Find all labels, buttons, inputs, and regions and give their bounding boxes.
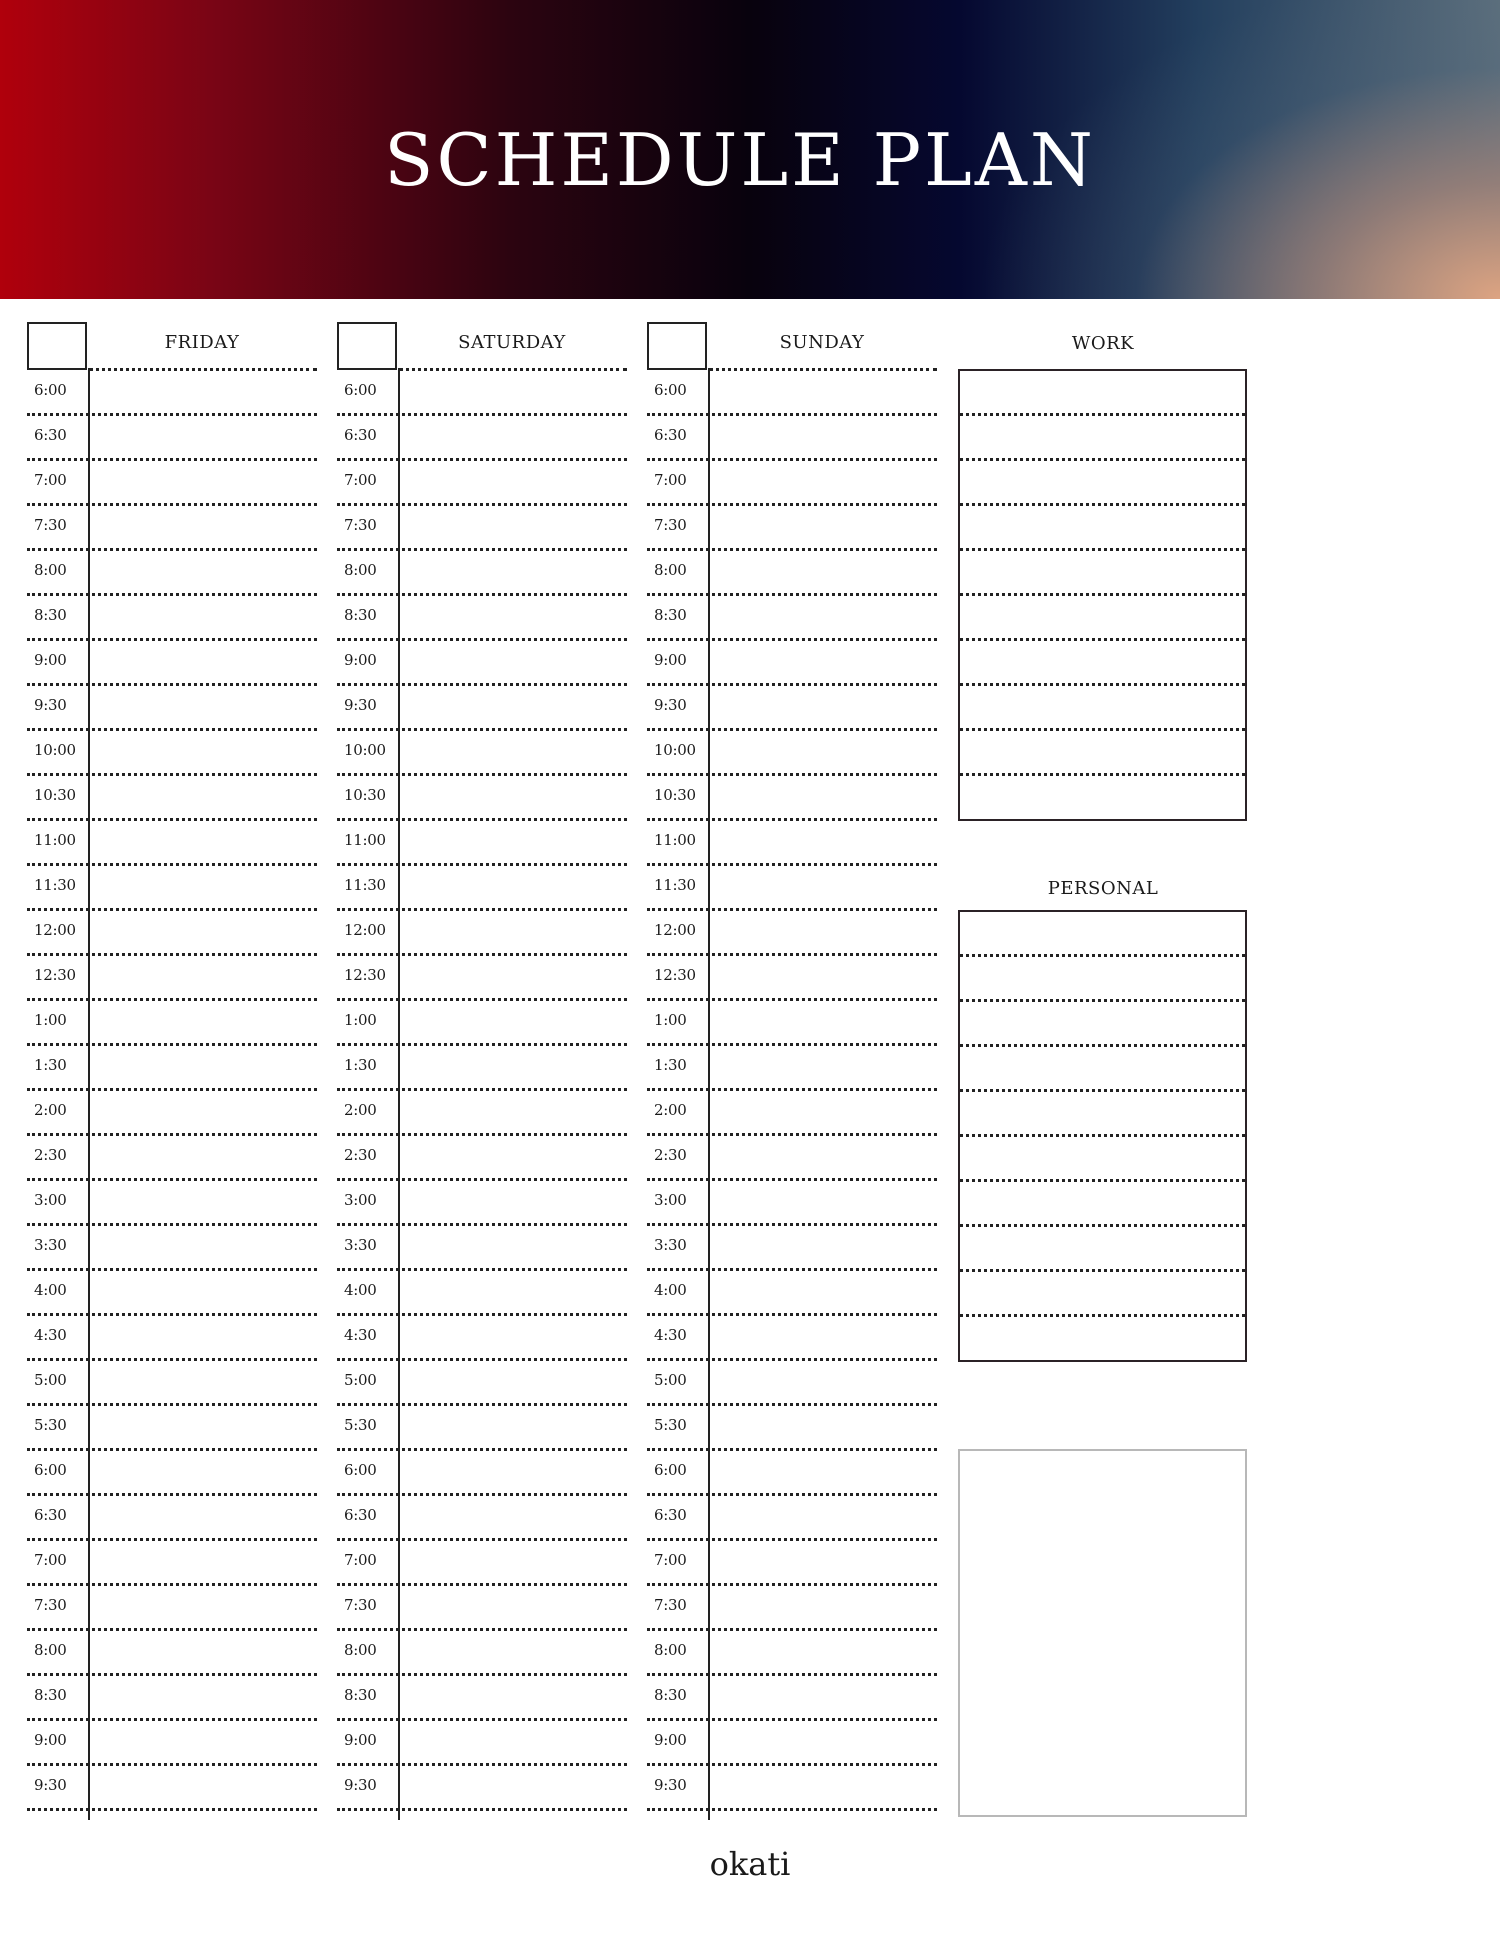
day-checkbox[interactable]	[337, 322, 397, 370]
time-slot-row[interactable]	[647, 776, 937, 821]
time-label: 5:00	[654, 1371, 687, 1389]
time-label: 10:00	[344, 741, 386, 759]
time-slot-row[interactable]	[27, 1271, 317, 1316]
time-slot-row[interactable]	[647, 1361, 937, 1406]
time-label: 9:00	[34, 1731, 67, 1749]
work-label: WORK	[1071, 333, 1135, 354]
writing-line[interactable]	[960, 416, 1245, 461]
time-slot-row[interactable]	[27, 1136, 317, 1181]
writing-line[interactable]	[960, 506, 1245, 551]
time-label: 4:30	[34, 1326, 67, 1344]
time-slot-row[interactable]	[27, 911, 317, 956]
time-slot-row[interactable]	[647, 956, 937, 1001]
time-slot-row[interactable]	[647, 551, 937, 596]
time-label: 10:30	[344, 786, 386, 804]
time-label: 11:00	[34, 831, 76, 849]
time-label: 2:30	[34, 1146, 67, 1164]
time-slot-row[interactable]	[647, 506, 937, 551]
personal-label: PERSONAL	[1047, 878, 1159, 899]
time-slot-row[interactable]	[647, 1271, 937, 1316]
time-slot-row[interactable]	[27, 416, 317, 461]
time-slot-row[interactable]	[337, 1046, 627, 1091]
header-banner	[0, 0, 1500, 299]
time-label: 7:30	[344, 516, 377, 534]
time-slot-row[interactable]	[337, 1136, 627, 1181]
time-label: 6:30	[344, 426, 377, 444]
time-label: 6:30	[654, 426, 687, 444]
time-slot-row[interactable]	[337, 1451, 627, 1496]
time-label: 7:00	[654, 471, 687, 489]
time-label: 9:00	[654, 651, 687, 669]
time-label: 1:00	[654, 1011, 687, 1029]
time-slot-row[interactable]	[337, 1496, 627, 1541]
writing-line[interactable]	[960, 596, 1245, 641]
time-label: 9:30	[654, 1776, 687, 1794]
time-label: 3:30	[34, 1236, 67, 1254]
time-slot-row[interactable]	[647, 1676, 937, 1721]
time-label: 9:30	[344, 1776, 377, 1794]
time-slot-row[interactable]	[647, 1451, 937, 1496]
time-label: 7:00	[34, 471, 67, 489]
time-slot-row[interactable]	[647, 1181, 937, 1226]
time-slot-row[interactable]	[647, 1316, 937, 1361]
page-title: SCHEDULE PLAN	[384, 118, 1096, 202]
time-slot-row[interactable]	[337, 1316, 627, 1361]
time-slot-row[interactable]	[647, 1631, 937, 1676]
time-slot-row[interactable]	[27, 1451, 317, 1496]
time-slot-row[interactable]	[27, 1766, 317, 1811]
day-label: FRIDAY	[164, 332, 240, 353]
time-label: 10:30	[654, 786, 696, 804]
time-slot-row[interactable]	[27, 956, 317, 1001]
time-label: 11:30	[654, 876, 696, 894]
time-slot-row[interactable]	[647, 731, 937, 776]
writing-line[interactable]	[960, 731, 1245, 776]
time-slot-row[interactable]	[27, 1181, 317, 1226]
time-label: 6:30	[34, 426, 67, 444]
day-column-saturday	[337, 322, 627, 1820]
time-label: 3:00	[654, 1191, 687, 1209]
time-slot-row[interactable]	[337, 731, 627, 776]
time-label: 8:00	[34, 561, 67, 579]
time-slot-row[interactable]	[337, 911, 627, 956]
time-label: 6:00	[344, 1461, 377, 1479]
writing-line[interactable]	[960, 1182, 1245, 1227]
writing-line[interactable]	[960, 1137, 1245, 1182]
time-slot-row[interactable]	[27, 1406, 317, 1451]
time-label: 7:00	[344, 471, 377, 489]
time-label: 1:30	[654, 1056, 687, 1074]
time-label: 6:00	[654, 381, 687, 399]
time-label: 12:30	[654, 966, 696, 984]
time-label: 7:30	[34, 1596, 67, 1614]
time-slot-row[interactable]	[337, 1586, 627, 1631]
time-slot-row[interactable]	[337, 551, 627, 596]
time-slot-row[interactable]	[647, 1136, 937, 1181]
time-slot-row[interactable]	[337, 1676, 627, 1721]
time-slot-row[interactable]	[647, 1226, 937, 1271]
time-label: 4:30	[344, 1326, 377, 1344]
time-label: 8:00	[344, 561, 377, 579]
writing-line[interactable]	[960, 1272, 1245, 1317]
time-label: 7:00	[34, 1551, 67, 1569]
time-slot-row[interactable]	[27, 1091, 317, 1136]
time-label: 11:30	[344, 876, 386, 894]
time-label: 9:30	[34, 696, 67, 714]
writing-line[interactable]	[960, 641, 1245, 686]
time-slot-row[interactable]	[647, 1001, 937, 1046]
time-slot-row[interactable]	[27, 1226, 317, 1271]
time-slot-row[interactable]	[337, 461, 627, 506]
time-slot-row[interactable]	[27, 506, 317, 551]
time-slot-row[interactable]	[27, 1676, 317, 1721]
time-slot-row[interactable]	[647, 821, 937, 866]
time-slot-row[interactable]	[337, 641, 627, 686]
time-label: 9:30	[344, 696, 377, 714]
time-label: 8:30	[34, 606, 67, 624]
time-slot-row[interactable]	[27, 1496, 317, 1541]
time-label: 1:00	[344, 1011, 377, 1029]
time-slot-row[interactable]	[27, 1316, 317, 1361]
writing-line[interactable]	[960, 551, 1245, 596]
writing-line[interactable]	[960, 371, 1245, 416]
time-label: 5:00	[34, 1371, 67, 1389]
time-slot-row[interactable]	[337, 866, 627, 911]
time-slot-row[interactable]	[27, 776, 317, 821]
time-label: 3:30	[344, 1236, 377, 1254]
day-label: SATURDAY	[458, 332, 566, 353]
time-label: 8:30	[344, 1686, 377, 1704]
time-label: 8:30	[344, 606, 377, 624]
time-slot-row[interactable]	[27, 1586, 317, 1631]
time-slots	[337, 371, 627, 1811]
time-label: 8:00	[34, 1641, 67, 1659]
time-slot-row[interactable]	[27, 866, 317, 911]
brand-logo: okati	[709, 1845, 791, 1883]
time-label: 1:00	[34, 1011, 67, 1029]
time-slot-row[interactable]	[337, 821, 627, 866]
time-label: 2:30	[344, 1146, 377, 1164]
time-slot-row[interactable]	[647, 1766, 937, 1811]
time-label: 9:00	[344, 1731, 377, 1749]
time-label: 11:00	[654, 831, 696, 849]
time-slot-row[interactable]	[27, 1361, 317, 1406]
time-slot-row[interactable]	[27, 1046, 317, 1091]
time-label: 9:30	[654, 696, 687, 714]
day-label: SUNDAY	[779, 332, 865, 353]
time-slot-row[interactable]	[337, 596, 627, 641]
time-label: 5:30	[344, 1416, 377, 1434]
time-slot-row[interactable]	[647, 1586, 937, 1631]
time-label: 1:30	[34, 1056, 67, 1074]
time-slots	[647, 371, 937, 1811]
time-label: 3:00	[34, 1191, 67, 1209]
time-slot-row[interactable]	[337, 1631, 627, 1676]
time-label: 6:30	[654, 1506, 687, 1524]
time-slot-row[interactable]	[337, 1361, 627, 1406]
time-label: 8:00	[654, 561, 687, 579]
time-slot-row[interactable]	[647, 1721, 937, 1766]
time-label: 12:00	[34, 921, 76, 939]
writing-line[interactable]	[960, 1047, 1245, 1092]
time-slot-row[interactable]	[647, 596, 937, 641]
time-label: 10:30	[34, 786, 76, 804]
time-label: 9:00	[344, 651, 377, 669]
time-slot-row[interactable]	[337, 1766, 627, 1811]
time-label: 7:00	[344, 1551, 377, 1569]
writing-line[interactable]	[960, 957, 1245, 1002]
time-slot-row[interactable]	[337, 956, 627, 1001]
time-slot-row[interactable]	[647, 1406, 937, 1451]
time-label: 7:30	[34, 516, 67, 534]
time-label: 7:30	[344, 1596, 377, 1614]
time-label: 3:00	[344, 1191, 377, 1209]
time-label: 4:30	[654, 1326, 687, 1344]
time-slot-row[interactable]	[337, 1226, 627, 1271]
time-label: 5:00	[344, 1371, 377, 1389]
time-slot-row[interactable]	[647, 1091, 937, 1136]
time-label: 3:30	[654, 1236, 687, 1254]
time-label: 12:30	[34, 966, 76, 984]
day-checkbox[interactable]	[27, 322, 87, 370]
writing-line[interactable]	[960, 1317, 1245, 1362]
time-slot-row[interactable]	[27, 686, 317, 731]
time-label: 12:30	[344, 966, 386, 984]
time-label: 2:00	[654, 1101, 687, 1119]
writing-line[interactable]	[960, 912, 1245, 957]
time-label: 6:00	[34, 1461, 67, 1479]
time-slot-row[interactable]	[27, 596, 317, 641]
time-slot-row[interactable]	[27, 371, 317, 416]
time-slot-row[interactable]	[647, 1496, 937, 1541]
time-label: 8:30	[654, 606, 687, 624]
time-slot-row[interactable]	[647, 641, 937, 686]
time-slot-row[interactable]	[647, 1541, 937, 1586]
time-label: 4:00	[344, 1281, 377, 1299]
day-column-sunday	[647, 322, 937, 1820]
time-label: 11:30	[34, 876, 76, 894]
time-label: 6:30	[344, 1506, 377, 1524]
time-slot-row[interactable]	[27, 821, 317, 866]
time-slot-row[interactable]	[27, 1001, 317, 1046]
writing-line[interactable]	[960, 1227, 1245, 1272]
time-slots	[27, 371, 317, 1811]
time-slot-row[interactable]	[337, 1181, 627, 1226]
time-label: 9:30	[34, 1776, 67, 1794]
time-label: 4:00	[654, 1281, 687, 1299]
time-label: 6:30	[34, 1506, 67, 1524]
time-label: 2:30	[654, 1146, 687, 1164]
time-label: 1:30	[344, 1056, 377, 1074]
time-label: 8:00	[654, 1641, 687, 1659]
time-slot-row[interactable]	[337, 1406, 627, 1451]
time-label: 2:00	[344, 1101, 377, 1119]
time-slot-row[interactable]	[337, 416, 627, 461]
time-label: 11:00	[344, 831, 386, 849]
time-slot-row[interactable]	[337, 1541, 627, 1586]
time-slot-row[interactable]	[337, 1001, 627, 1046]
time-slot-row[interactable]	[337, 371, 627, 416]
day-column-friday	[27, 322, 317, 1820]
time-slot-row[interactable]	[27, 1541, 317, 1586]
time-slot-row[interactable]	[27, 641, 317, 686]
time-label: 10:00	[654, 741, 696, 759]
time-slot-row[interactable]	[337, 776, 627, 821]
time-label: 8:30	[34, 1686, 67, 1704]
time-slot-row[interactable]	[27, 731, 317, 776]
time-slot-row[interactable]	[647, 371, 937, 416]
time-slot-row[interactable]	[647, 461, 937, 506]
time-slot-row[interactable]	[647, 416, 937, 461]
time-slot-row[interactable]	[27, 551, 317, 596]
writing-line[interactable]	[960, 461, 1245, 506]
time-label: 12:00	[344, 921, 386, 939]
time-label: 8:30	[654, 1686, 687, 1704]
time-label: 4:00	[34, 1281, 67, 1299]
time-label: 2:00	[34, 1101, 67, 1119]
time-slot-row[interactable]	[27, 461, 317, 506]
time-slot-row[interactable]	[647, 911, 937, 956]
time-label: 12:00	[654, 921, 696, 939]
work-section	[958, 369, 1247, 821]
time-slot-row[interactable]	[337, 1091, 627, 1136]
time-label: 7:30	[654, 516, 687, 534]
time-label: 6:00	[344, 381, 377, 399]
time-slot-row[interactable]	[337, 506, 627, 551]
writing-line[interactable]	[960, 686, 1245, 731]
time-label: 9:00	[654, 1731, 687, 1749]
time-label: 7:00	[654, 1551, 687, 1569]
personal-section	[958, 910, 1247, 1362]
time-slot-row[interactable]	[337, 1271, 627, 1316]
notes-box[interactable]	[958, 1449, 1247, 1817]
day-checkbox[interactable]	[647, 322, 707, 370]
time-slot-row[interactable]	[27, 1721, 317, 1766]
time-slot-row[interactable]	[337, 1721, 627, 1766]
time-slot-row[interactable]	[647, 1046, 937, 1091]
time-label: 9:00	[34, 651, 67, 669]
time-label: 6:00	[654, 1461, 687, 1479]
time-label: 5:30	[34, 1416, 67, 1434]
writing-line[interactable]	[960, 776, 1245, 821]
time-slot-row[interactable]	[337, 686, 627, 731]
time-slot-row[interactable]	[27, 1631, 317, 1676]
time-label: 5:30	[654, 1416, 687, 1434]
time-label: 8:00	[344, 1641, 377, 1659]
time-label: 7:30	[654, 1596, 687, 1614]
time-slot-row[interactable]	[647, 686, 937, 731]
time-slot-row[interactable]	[647, 866, 937, 911]
time-label: 10:00	[34, 741, 76, 759]
writing-line[interactable]	[960, 1002, 1245, 1047]
time-label: 6:00	[34, 381, 67, 399]
writing-line[interactable]	[960, 1092, 1245, 1137]
